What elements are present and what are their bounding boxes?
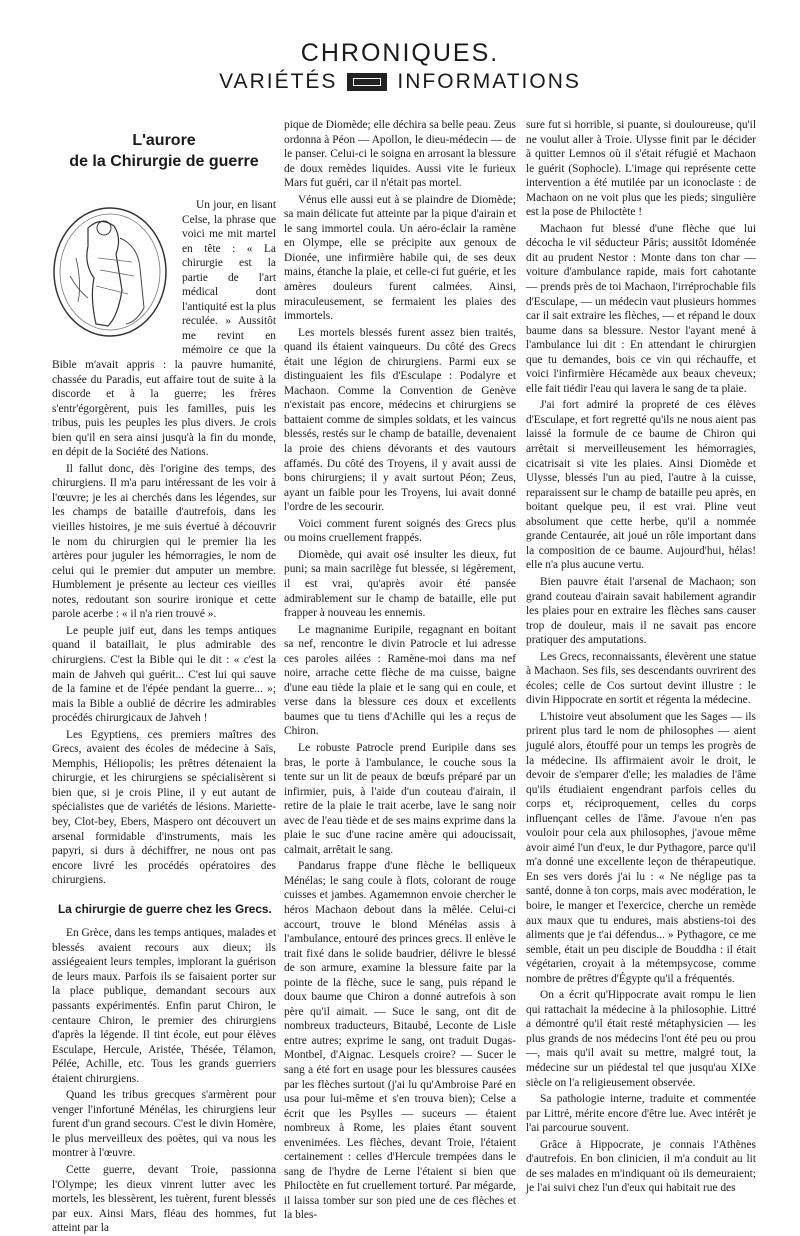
col2-paragraph-5: Diomède, qui avait osé insulter les dieux, fut puni; sa main sacrilège fut blessée, si légèrement, il est vrai, qu'après avoir été pansée admirablement sur le champ de bataille, elle put frapper à nouveau les ennemis. — [284, 548, 516, 620]
article-title — [52, 130, 276, 172]
col3-paragraph-4: Bien pauvre était l'arsenal de Machaon; son grand couteau d'airain savait habilement agrandir les plaies pour en extraire les flèches sans causer trop de douleur, mais il ne savait pas encore pratiquer des amputations. — [526, 575, 756, 647]
col1-paragraph-5: En Grèce, dans les temps antiques, malades et blessés avaient recours aux dieux; ils assiégeaient leurs temples, implorant la guérison de leurs maux. Parfois ils se faisaient porter sur la place publique, demandant secours aux passants expérimentés. Enfin parut Chiron, le centaure Chiron, le premier des chirurgiens d'après la légende. Il tint école, eut pour élèves Esculape, Hercule, Aristée, Thésée, Télamon, Pélée, Achille, etc. Tous les grands guerriers étaient chirurgiens. — [52, 927, 276, 1085]
col3-paragraph-5: Les Grecs, reconnaissants, élevèrent une statue à Machaon. Ses fils, ses descendants ouvrirent des écoles; celle de Cos surtout devint illustre : le divin Hippocrate en sortit et régenta la médecine. — [526, 650, 756, 707]
column-2 — [284, 118, 516, 1223]
col3-paragraph-8: Sa pathologie interne, traduite et commentée par Littré, mérite encore d'être lue. Avec intérêt je l'ai parcourue souvent. — [526, 1093, 756, 1135]
masthead-left-word: VARIÉTÉS — [219, 70, 338, 93]
col1-paragraph-3: Le peuple juif eut, dans les temps antiques quand il bataillait, le plus admirable des chirurgiens. C'est la Bible qui le dit : « c'est la main de Jahveh qui guérit... C'est lui qui sauve de la famine et de l'épée pendant la guerre... »; mais la Bible a oublié de décrire les admirables procédés chirurgicaux de Jahveh ! — [52, 624, 276, 725]
col1-paragraph-4: Les Egyptiens, ces premiers maîtres des Grecs, avaient des écoles de médecine à Saïs, Memphis, Héliopolis; les prêtres détenaient la chirurgie, et les chirurgiens se spécialisèrent si bien que, si je crois Pline, il y eut autant de spécialistes que de variétés de lésions. Mariette-bey, Clot-bey, Ebers, Maspero ont découvert un arsenal formidable d'instruments, mais les papyri, si durs à déchiffrer, ne nous ont pas encore livré les procédés opératoires des chirurgiens. — [52, 728, 276, 887]
article-title-line2: de la Chirurgie de guerre — [69, 153, 259, 170]
col2-paragraph-3: Les mortels blessés furent assez bien traités, quand ils étaient vainqueurs. Du côté des Grecs était une légion de chirurgiens. Parmi eux se distinguaient les fils d'Esculape : Podalyre et Machaon. Comme la Convention de Genève n'existait pas encore, médecins et chirurgiens se battaient comme de simples soldats, et les vaincus blessés, restés sur le champ de bataille, devenaient la proie des chiens dévorants et des vautours affamés. Du côté des Troyens, il y avait aussi de bons chirurgiens; il y avait surtout Péon; Zeus, ayant un faible pour les Troyens, lui avait donné l'ordre de les secourir. — [284, 326, 516, 514]
col3-paragraph-2: Machaon fut blessé d'une flèche que lui décocha le vil séducteur Pâris; aussitôt Idoménée dit au prudent Nestor : Monte dans ton char — voiture d'ambulance rapide, mais fort cahotante — prends près de toi Machaon, l'irréprochable fils d'Esculape, — un médecin vaut plusieurs hommes car il sait extraire les flèches, — et répand le doux baume dans sa blessure. Nestor l'ayant mené à l'ambulance lui dit : En attendant le chirurgien que tu demandes, bois ce vin qui réchauffe, et voici l'infirmière Hécamède aux beaux cheveux; elle fait tiédir l'eau qui lavera le sang de ta plaie. — [526, 222, 756, 395]
medallion-illustration — [48, 198, 176, 344]
col1-paragraph-1: Un jour, en lisant Celse, la phrase que voici me mit martel en tête : « La chirurgie est la partie de l'art médical dont l'antiquité est la plus reculée. » Aussitôt me revint en mémoire ce que la Bible m'avait appris : la pauvre humanité, chassée du Paradis, eut affaire tout de suite à la discorde et à la guerre; les frères s'entr'égorgèrent, puis les familles, puis les tribus, puis les peuples les plus divers. Je crois bien qu'il en sera ainsi jusqu'à la fin du monde, en dépit de la Société des Nations. — [52, 199, 276, 459]
col1-paragraph-2: Il fallut donc, dès l'origine des temps, des chirurgiens. Il m'a paru intéressant de les voir à l'œuvre; je les ai cherchés dans les légendes, sur les champs de bataille d'autrefois, dans les vieilles histoires, je me suis évertué à découvrir le nom du chirurgien qui le premier lia les artères pour juguler les hémorragies, le nom de celui qui le premier dut amputer un membre. Humblement je présente au lecteur ces vieilles notes, redoutant son sourire ironique et cette parole acerbe : « il n'a rien trouvé ». — [52, 462, 276, 621]
article-title-line1: L'aurore — [132, 132, 196, 149]
col2-paragraph-7: Le robuste Patrocle prend Euripile dans ses bras, le porte à l'ambulance, le couche sous la tente sur un lit de peaux de bœufs préparé par un infirmier, puis, à l'aide d'un couteau d'airain, il retire de la plaie le trait acerbe, lave le sang noir avec de l'eau tiède et de ses mains exprime dans la plaie le suc d'une racine amère qui adoucissait, calmait, arrêtait le sang. — [284, 741, 516, 856]
column-1 — [52, 118, 276, 1236]
col3-paragraph-1: sure fut si horrible, si puante, si douloureuse, qu'il ne voulut aller à Troie. Ulysse finit par le décider à quitter Lemnos où il s'était réfugié et Machaon le guérit (Sophocle). L'image qui représente cette intervention a été mutilée par un iconoclaste : de Machaon on ne voit plus que les pieds; singulière est la pose de Philoctète ! — [526, 119, 756, 219]
col1-paragraph-6: Quand les tribus grecques s'armèrent pour venger l'infortuné Ménélas, les chirurgiens leur furent d'un grand secours. C'est le divin Homère, le plus merveilleux des poètes, qui va nous les montrer à l'œuvre. — [52, 1089, 276, 1160]
masthead — [0, 38, 800, 94]
col2-paragraph-8: Pandarus frappe d'une flèche le belliqueux Ménélas; le sang coule à flots, colorant de rouge cuisses et jambes. Agamemnon envoie chercher le héros Machaon debout dans la mêlée. Celui-ci accourt, trouve le blond Ménélas assis à l'ambulance, entouré des princes grecs. Il enlève le trait fixé dans le solide baudrier, délivre le blessé de son armure, examine la blessure faite par la pointe de la flèche, suce le sang, puis répand le doux baume que Chiron a donné autrefois à son père qu'il aimait. — Suce le sang, ont dit de nombreux traducteurs, Bitaubé, Leconte de Lisle entre autres; exprime le sang, ont traduit Dugas-Montbel, d'Aignac. Lesquels croire? — Sucer le sang a été fort en usage pour les blessures causées par les flèches surtout (j'ai lu qu'Ambroise Paré en usa pour lui-même et s'en trouva bien); Celse a écrit que les Psylles — suceurs — étaient nombreux à Rome, les plaies étant souvent envenimées. Les flèches, devant Troie, l'étaient certainement : celles d'Hercule trempées dans le sang de l'hydre de Lerne l'étaient si bien que Philoctète en fut cruellement torturé. Par mégarde, il laissa tomber sur son pied une de ces flèches et la bles- — [284, 860, 516, 1222]
col2-paragraph-4: Voici comment furent soignés des Grecs plus ou moins cruellement frappés. — [284, 517, 516, 545]
section-title: La chirurgie de guerre chez les Grecs. — [58, 901, 272, 916]
col3-paragraph-7: On a écrit qu'Hippocrate avait rompu le lien qui rattachait la médecine à la philosophie. Littré a démontré qu'il était resté métaphysicien — les plus grands de nos médecins l'ont été peu ou prou —, mais qu'il avait su mettre, malgré tout, la médecine sur un piédestal tel que jusqu'au XIXe siècle on l'a religieusement observée. — [526, 989, 756, 1089]
col3-paragraph-6: L'histoire veut absolument que les Sages — ils prirent plus tard le nom de philosophes — aient jugulé alors, étouffé pour un temps les progrès de la médecine. Ils affirmaient avoir le droit, le devoir de s'emparer d'elle; les maladies de l'âme qu'ils étudiaient engendrant parfois celles du corps et, réciproquement, celles du corps influençant celles de l'âme. J'avoue n'en pas vouloir pour cela aux philosophes, j'avoue même avoir aimé l'un d'eux, le dur Pythagore, parce qu'il m'a donné une excellente leçon de thérapeutique. En ses vers dorés j'ai lu : « Ne néglige pas ta santé, donne à ton corps, mais avec modération, le boire, le manger et l'exercice, cherche un remède aux maux que tu endures, mais abstiens-toi des aliments que je t'ai défendus... » Pythagore, ce me semble, était un peu disciple de Bouddha : il était végétarien, croyait à la métempsycose, comme nombre de prêtres d'Égypte qu'il a fréquentés. — [526, 710, 756, 985]
ornament-icon — [347, 73, 387, 91]
column-3 — [526, 118, 756, 1196]
col2-paragraph-2: Vénus elle aussi eut à se plaindre de Diomède; sa main délicate fut atteinte par la pique d'airain et le sang immortel coula. Un aéro-éclair la ramène en Olympe, elle se précipite aux genoux de Dionée, une infirmière habile qui, de ses deux mains, étanche la plaie, et celle-ci fut guérie, et les amères douleurs furent calmées. Ainsi, miraculeusement, se fermaient les plaies des immortels. — [284, 193, 516, 323]
col2-paragraph-1: pique de Diomède; elle déchira sa belle peau. Zeus ordonna à Péon — Apollon, le dieu-médecin — de le panser. Celui-ci le soigna en arrosant la blessure de doux remèdes liquides. Aussi vite le furieux Mars fut guéri, car il n'était pas mortel. — [284, 119, 516, 190]
masthead-right-word: INFORMATIONS — [397, 70, 581, 93]
col2-paragraph-6: Le magnanime Euripile, regagnant en boitant sa nef, rencontre le divin Patrocle et lui adresse ces paroles ailées : Ramène-moi dans ma nef noire, arrache cette flèche de ma cuisse, baigne d'une eau tiède la plaie et le sang qui en coule, et verse dans la blessure ces doux et excellents baumes que tu tiens d'Achille qui les a reçus de Chiron. — [284, 623, 516, 738]
col1-paragraph-7: Cette guerre, devant Troie, passionna l'Olympe; les dieux vinrent lutter avec les mortels, les blessèrent, les tuèrent, furent blessés par eux. Ainsi Mars, fléau des hommes, fut atteint par la — [52, 1164, 276, 1235]
col3-paragraph-9: Grâce à Hippocrate, je connais l'Athènes d'autrefois. En bon clinicien, il m'a conduit au lit de ses malades en m'indiquant où ils demeuraient; je l'ai suivi chez l'un d'eux qui habitait rue des — [526, 1138, 756, 1195]
masthead-subtitle — [0, 70, 800, 94]
col3-paragraph-3: J'ai fort admiré la propreté de ces élèves d'Esculape, et fort regretté qu'ils ne nous aient pas laissé la formule de ce baume de Chiron qui arrêtait si merveilleusement les hémorragies, cicatrisait si vite les plaies. Ainsi Diomède et Ulysse, blessés l'un au pied, l'autre à la cuisse, reparaissent sur le champ de bataille peu après, en boitant quelque peu, il est vrai. Pline veut absolument que cette herbe, qu'il a nommée grande Centaurée, ait joué un rôle important dans la composition de ce baume. Aujourd'hui, hélas! elle n'a plus aucune vertu. — [526, 399, 756, 572]
medallion-icon — [48, 198, 176, 344]
masthead-title: CHRONIQUES. — [300, 39, 500, 67]
